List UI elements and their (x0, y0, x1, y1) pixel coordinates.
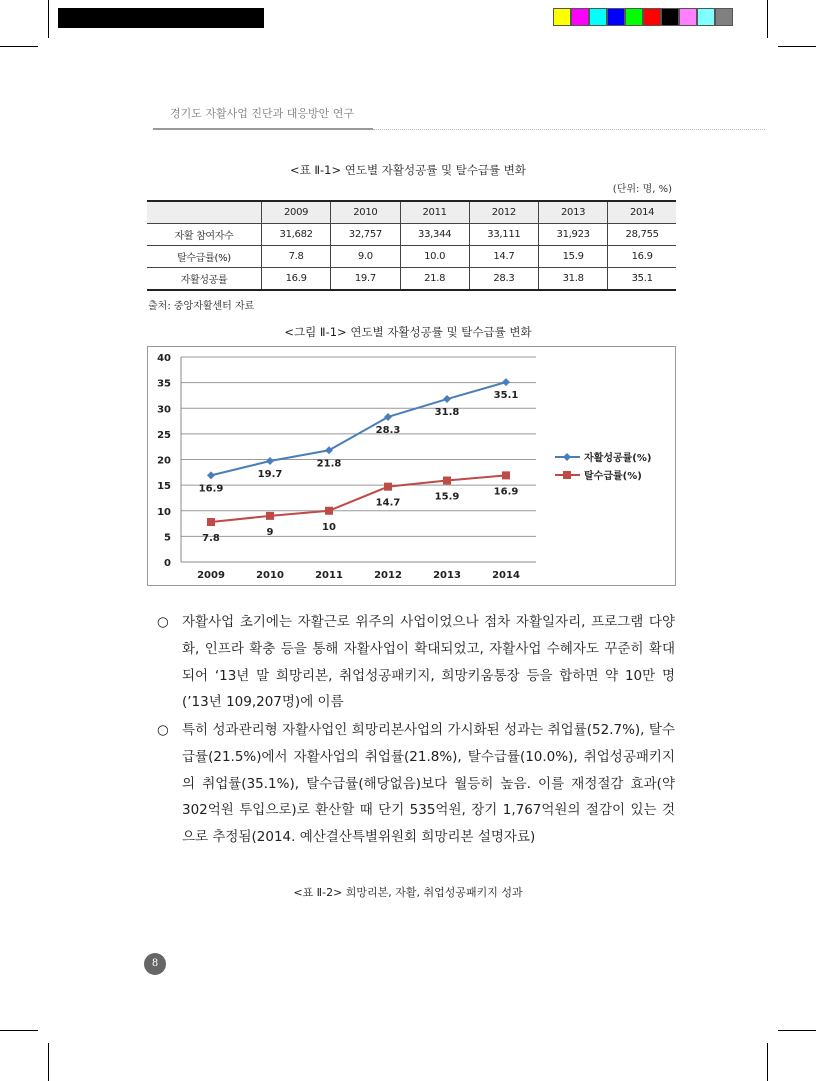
crop-mark (48, 0, 49, 38)
data-label: 16.9 (198, 483, 224, 495)
crop-mark (767, 1043, 768, 1081)
legend-marker (563, 453, 571, 461)
x-tick-label: 2011 (315, 570, 343, 581)
table-cell: 33,344 (400, 224, 469, 246)
table-cell: 탈수급률(%) (147, 246, 262, 268)
color-swatch (553, 8, 571, 26)
color-swatch (661, 8, 679, 26)
data-label: 35.1 (493, 390, 519, 402)
table-cell: 10.0 (400, 246, 469, 268)
table-cell: 15.9 (539, 246, 608, 268)
color-swatch (715, 8, 733, 26)
y-tick-label: 10 (157, 506, 171, 518)
y-tick-label: 20 (157, 455, 171, 467)
paragraph-2 (157, 717, 675, 851)
y-tick-label: 15 (157, 481, 171, 493)
table-cell: 14.7 (469, 246, 538, 268)
crop-mark (767, 0, 768, 38)
y-tick-label: 5 (164, 532, 171, 544)
table-unit: (단위: 명, %) (612, 184, 672, 195)
x-tick-label: 2010 (256, 570, 284, 581)
table-header-cell: 2014 (608, 201, 676, 224)
table-cell: 32,757 (331, 224, 400, 246)
line-chart (148, 347, 675, 585)
running-title: 경기도 자활사업 진단과 대응방안 연구 (170, 107, 355, 120)
x-tick-label: 2013 (433, 570, 461, 581)
color-swatch (589, 8, 607, 26)
color-swatch (607, 8, 625, 26)
table-cell: 31.8 (539, 268, 608, 291)
table-header-cell: 2013 (539, 201, 608, 224)
data-point (325, 446, 333, 454)
bullet-mark: ○ (157, 722, 169, 738)
line-chart-frame (147, 346, 676, 586)
crop-mark (0, 1030, 38, 1031)
table-row (147, 246, 676, 268)
table-cell: 21.8 (400, 268, 469, 291)
data-label: 15.9 (434, 491, 460, 503)
table-cell: 7.8 (262, 246, 331, 268)
table-header-row (147, 201, 676, 224)
paragraph-text: 특히 성과관리형 자활사업인 희망리본사업의 가시화된 성과는 취업률(52.7%), 탈수급률(21.5%)에서 자활사업의 취업률(21.8%), 탈수급률(10.0%), 취업성공패키지의 취업률(35.1%), 탈수급률(해당없음)보다 월등히 높음. 이를 재정절감 효과(약 302억원 투입으로)로 환산할 때 단기 535억원, 장기 1,767억원의 절감이 있는 것으로 추정됨(2014. 예산결산특별위원회 희망리본 설명자료) (182, 722, 675, 846)
x-tick-label: 2014 (492, 570, 520, 581)
data-point (502, 378, 510, 386)
legend-label: 탈수급률(%) (584, 471, 642, 482)
data-label: 31.8 (434, 407, 460, 419)
color-swatch (571, 8, 589, 26)
page-number: 8 (144, 953, 166, 975)
x-tick-label: 2012 (374, 570, 402, 581)
header-rule-dotted (373, 129, 765, 130)
table-header-cell: 2012 (469, 201, 538, 224)
data-label: 10 (322, 521, 336, 533)
color-swatch (643, 8, 661, 26)
paragraph-text: 자활사업 초기에는 자활근로 위주의 사업이었으나 점차 자활일자리, 프로그램 다양화, 인프라 확충 등을 통해 자활사업이 확대되었고, 자활사업 수혜자도 꾸준히 확대되어 ‘13년 말 희망리본, 취업성공패키지, 희망키움통장 등을 합하면 약 10만 명(’13년 109,207명)에 이름 (182, 614, 675, 711)
table-source: 출처: 중앙자활센터 자료 (148, 301, 255, 312)
crop-mark (778, 1030, 816, 1031)
color-swatch-strip (553, 8, 733, 26)
table-row (147, 268, 676, 291)
paragraph-1 (157, 609, 675, 716)
y-tick-label: 25 (157, 429, 171, 441)
data-label: 28.3 (375, 424, 401, 436)
color-swatch (697, 8, 715, 26)
data-label: 14.7 (375, 497, 401, 509)
figure-caption: <그림 Ⅱ-1> 연도별 자활성공률 및 탈수급률 변화 (284, 325, 532, 339)
table-cell: 35.1 (608, 268, 676, 291)
data-label: 7.8 (202, 533, 220, 545)
bullet-mark: ○ (157, 614, 169, 630)
data-point (502, 471, 510, 479)
table-header-cell: 2011 (400, 201, 469, 224)
table-cell: 31,682 (262, 224, 331, 246)
data-label: 16.9 (493, 486, 519, 498)
table-cell: 19.7 (331, 268, 400, 291)
crop-mark (0, 46, 38, 47)
table-cell: 31,923 (539, 224, 608, 246)
data-point (266, 457, 274, 465)
table-cell: 16.9 (262, 268, 331, 291)
data-point (384, 413, 392, 421)
x-tick-label: 2009 (197, 570, 225, 581)
data-label: 19.7 (257, 469, 283, 481)
data-point (207, 471, 215, 479)
table-cell: 28,755 (608, 224, 676, 246)
data-point (325, 507, 333, 515)
data-point (207, 518, 215, 526)
table-cell: 28.3 (469, 268, 538, 291)
y-tick-label: 35 (157, 378, 171, 390)
color-swatch (679, 8, 697, 26)
table-cell: 33,111 (469, 224, 538, 246)
table2-caption: <표 Ⅱ-2> 희망리본, 자활, 취업성공패키지 성과 (293, 886, 523, 899)
y-tick-label: 40 (157, 353, 171, 364)
table-cell: 16.9 (608, 246, 676, 268)
table-cell: 9.0 (331, 246, 400, 268)
header-rule (153, 128, 373, 130)
table-cell: 자활성공률 (147, 268, 262, 291)
y-tick-label: 0 (164, 558, 171, 569)
crop-mark (778, 46, 816, 47)
table-caption: <표 Ⅱ-1> 연도별 자활성공률 및 탈수급률 변화 (289, 163, 527, 177)
data-point (443, 395, 451, 403)
registration-bar (58, 8, 264, 28)
data-point (384, 483, 392, 491)
table-header-cell: 2010 (331, 201, 400, 224)
series-line (211, 382, 506, 475)
crop-mark (48, 1043, 49, 1081)
y-tick-label: 30 (157, 404, 171, 416)
data-label: 9 (266, 526, 274, 538)
series-line (211, 475, 506, 522)
data-label: 21.8 (316, 458, 342, 470)
data-point (443, 477, 451, 485)
legend-marker (563, 471, 571, 479)
data-point (266, 512, 274, 520)
table-row (147, 224, 676, 246)
color-swatch (625, 8, 643, 26)
legend-label: 자활성공률(%) (584, 453, 652, 464)
table-header-cell (147, 201, 262, 224)
table-cell: 자활 참여자수 (147, 224, 262, 246)
table-header-cell: 2009 (262, 201, 331, 224)
data-table (147, 200, 676, 291)
